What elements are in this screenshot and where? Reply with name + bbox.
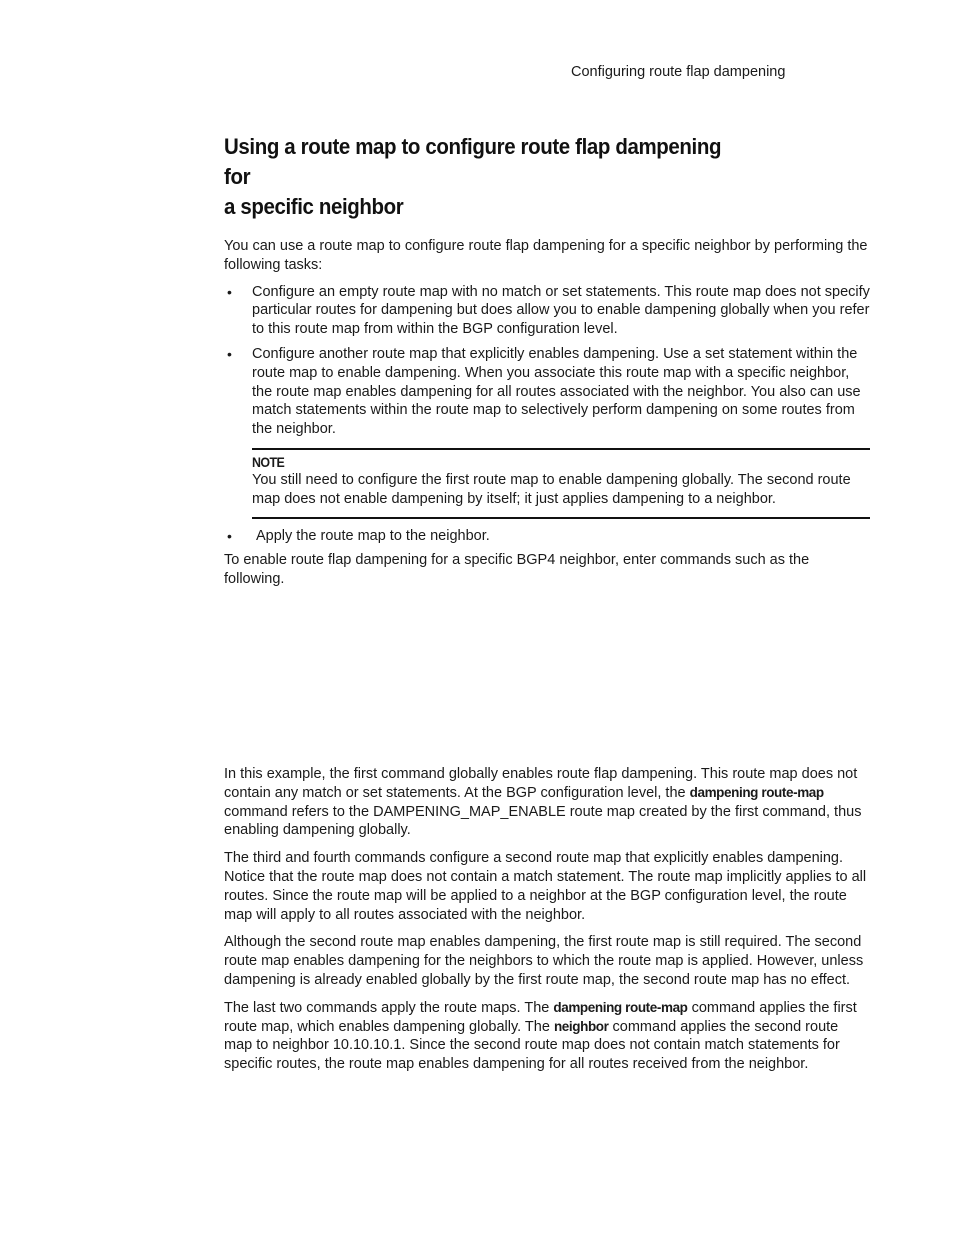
command-name: neighbor: [553, 1018, 609, 1034]
text-run: The last two commands apply the route maps. The: [224, 999, 554, 1016]
list-item-text: Configure another route map that explicitly enables dampening. Use a set statement within the route map to enable dampening. When you associate this route map with a specific neighbor, the route map enables dampening for all routes associated with the neighbor. You also can use match statements within the route map to selectively perform dampening on some routes from the neighbor.: [252, 345, 861, 438]
enable-paragraph: To enable route flap dampening for a specific BGP4 neighbor, enter commands such as the following.: [224, 552, 810, 588]
intro-paragraph: You can use a route map to configure route flap dampening for a specific neighbor by performing the following tasks:: [224, 238, 868, 273]
note-text: You still need to configure the first route map to enable dampening globally. The second route map does not enable dampening by itself; it just applies dampening to a neighbor.: [252, 471, 851, 507]
command-name: dampening route-map: [553, 999, 688, 1015]
explanation-paragraph-3: Although the second route map enables dampening, the first route map is still required. The second route map enables dampening for the neighbors to which the route map is applied. However, unless dampening is already enabled globally by the first route map, the second route map has no effect.: [224, 934, 864, 988]
section-title-line1: Using a route map to configure route flap dampening for: [224, 134, 722, 189]
code-example-area: [224, 589, 870, 765]
text-run: In this example, the first command globally enables route flap dampening. This route map does not contain any match or set statements. At the BGP configuration level, the: [224, 765, 858, 801]
list-item-text: Configure an empty route map with no match or set statements. This route map does not specify particular routes for dampening but does allow you to enable dampening globally when you refer to this route map from within the BGP configuration level.: [252, 283, 870, 338]
text-run: command applies the second route map to neighbor 10.10.10.1. Since the second route map does not contain match statements for specific routes, the route map enables dampening for all routes received from the neighbor.: [224, 1018, 840, 1073]
text-run: command applies the first route map, which enables dampening globally. The: [224, 999, 857, 1035]
list-item: [224, 345, 870, 439]
explanation-paragraph-2: The third and fourth commands configure a second route map that explicitly enables dampening. Notice that the route map does not contain a match statement. The route map implicitly applies to all routes. Since the route map will be applied to a neighbor at the BGP configuration level, the route map will apply to all routes associated with the neighbor.: [224, 850, 867, 923]
section-title: [224, 132, 745, 222]
bullet-icon: •: [227, 345, 232, 362]
bullet-icon: •: [227, 283, 232, 300]
explanation-paragraph-1: [224, 765, 870, 840]
task-list: [224, 283, 870, 439]
page-content: [224, 132, 870, 1074]
list-item: [224, 283, 870, 339]
text-run: command refers to the DAMPENING_MAP_ENABLE route map created by the first command, thus enabling dampening globally.: [224, 803, 862, 839]
note-box: [252, 448, 870, 519]
running-header: Configuring route flap dampening: [571, 64, 786, 80]
section-title-line2: a specific neighbor: [224, 194, 404, 219]
explanation-paragraph-4: [224, 999, 870, 1074]
note-title: NOTE: [252, 454, 285, 470]
command-name: dampening route-map: [689, 784, 824, 800]
bullet-icon: •: [227, 527, 232, 544]
list-item-text: Apply the route map to the neighbor.: [256, 527, 490, 544]
list-item: [224, 527, 870, 546]
apply-list: [224, 527, 870, 546]
